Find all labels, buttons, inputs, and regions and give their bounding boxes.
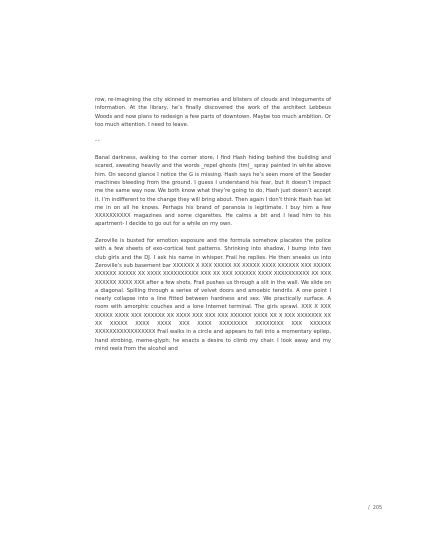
paragraph-2: Banal darkness, walking to the corner store, I find Hash hiding behind the building and scared, sweating heavily and the words _repel ghosts (tm)_ spray painted in white above him. On second glance I notice the G is missing. Hash says he’s seen more of the Seeder machines bleeding from the ground. I guess I understand his fear, but it doesn’t impact me the same way now. We both know what they’re going to do, Hash just doesn’t accept it. I’m indifferent to the change they will bring about. Then again I don’t think Hash has let me in on all he knows. Perhaps his brand of paranoia is legitimate. I buy him a few XXXXXXXXXX magazines and some cigarettes. He calms a bit and I lead him to his apartment- I decide to go out for a while on my own. [95, 155, 331, 228]
page-number: 205 [372, 505, 383, 511]
folio-slash: / [368, 505, 370, 511]
section-separator: -- [95, 138, 101, 145]
body-text [95, 96, 331, 362]
page-folio [368, 505, 382, 511]
paragraph-3: Zeroville is busted for emotion exposure and the formula somehow placates the police with a few sheets of exo-cortical test patterns. Shrinking into shadow, I bump into two club girls and the DJ. I ask his name in whisper. Frail he replies. He then sneaks us into Zeroville’s sub basement bar XXXXXX X XXX XXXXX XX XXXXX XXXX XXXXXX XXX XXXXX XXXXXX XXXXX XX XXXX XXXXXXXXXX XXX XX XXX XXXXXX XXXX XXXXXXXXXX XX XXX XXXXXX XXXX XXX after a few shots, Frail pushes us through a slit in the wall. We slide on a diagonal. Spilling through a series of velvet doors and amoebic tendrils. A one point I nearly collapse into a line fitted between hardness and sex. We practically surface. A room with amorphic couches and a lone Internet terminal. The girls sprawl. XXX X XXX XXXXX XXXX XXX XXXXXX XX XXXX XXX XXX XXX XXXXXX XXXX XX X XXX XXXXXXX XX XX XXXXX XXXX XXXX XXX XXXX XXXXXXXX XXXXXXXX XXX XXXXXX XXXXXXXXXXXXXXXXX Frail walks in a circle and appears to fall into a momentary epilep, hand strobing, meme-glyph: he enacts a desire to climb my chair. I look away and my mind reels from the alcohol and [95, 238, 331, 352]
paragraph-1: row, re-imagining the city skinned in memories and blisters of clouds and integuments of information. At the library, he’s finally discovered the work of the architect Lebbeus Woods and now plans to redesign a few parts of downtown. Maybe too much ambition. Or too much attention. I need to leave. [95, 97, 331, 128]
